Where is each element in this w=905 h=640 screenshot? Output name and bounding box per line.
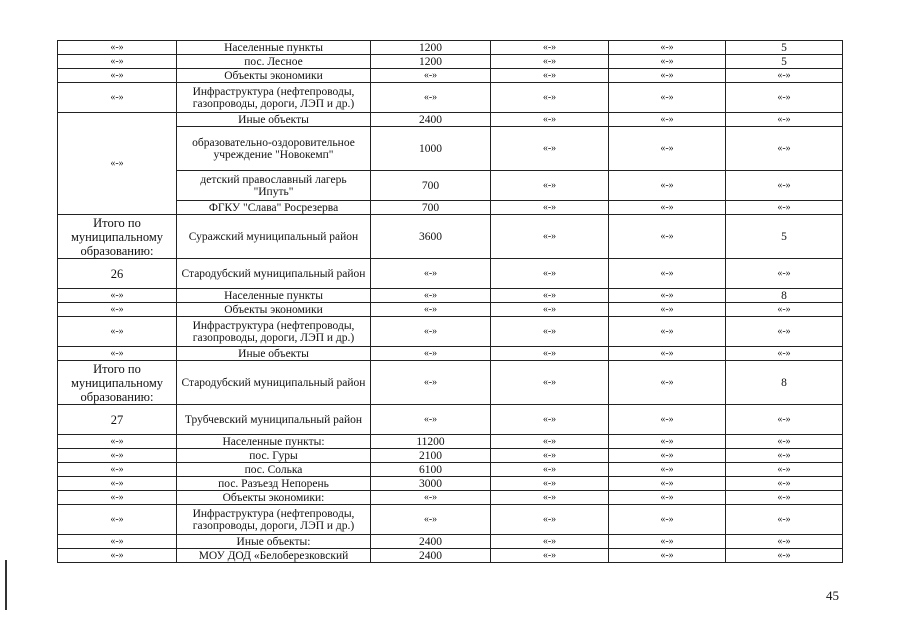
cell-value: «-» <box>371 491 491 505</box>
cell-value: 1200 <box>371 41 491 55</box>
cell-value: «-» <box>371 317 491 347</box>
cell-value: 2100 <box>371 449 491 463</box>
table-row <box>58 83 843 113</box>
cell-number: «-» <box>58 347 177 361</box>
cell-total-label: Итого по муниципальному образованию: <box>58 215 177 259</box>
cell-value: 5 <box>726 41 843 55</box>
cell-object: ФГКУ "Слава" Росрезерва <box>177 201 371 215</box>
cell-value: «-» <box>609 549 726 563</box>
cell-value: «-» <box>371 347 491 361</box>
data-table <box>57 40 843 563</box>
cell-value: «-» <box>726 171 843 201</box>
cell-value: «-» <box>609 405 726 435</box>
cell-object: Трубчевский муниципальный район <box>177 405 371 435</box>
cell-value: «-» <box>609 83 726 113</box>
cell-value: 8 <box>726 289 843 303</box>
cell-value: «-» <box>491 491 609 505</box>
cell-value: «-» <box>726 83 843 113</box>
cell-number: «-» <box>58 317 177 347</box>
cell-value: «-» <box>491 317 609 347</box>
cell-number: «-» <box>58 55 177 69</box>
cell-object: Инфраструктура (нефтепроводы, газопроводы, дороги, ЛЭП и др.) <box>177 505 371 535</box>
cell-value: «-» <box>609 535 726 549</box>
cell-value: «-» <box>491 405 609 435</box>
cell-value: «-» <box>491 55 609 69</box>
table-row <box>58 477 843 491</box>
cell-value: «-» <box>609 69 726 83</box>
table-row <box>58 435 843 449</box>
table-row <box>58 259 843 289</box>
cell-object: Иные объекты <box>177 113 371 127</box>
cell-value: «-» <box>491 347 609 361</box>
cell-value: «-» <box>726 477 843 491</box>
table-row <box>58 303 843 317</box>
cell-number-merged: «-» <box>58 113 177 215</box>
cell-value: «-» <box>609 201 726 215</box>
cell-value: «-» <box>491 259 609 289</box>
cell-value: 11200 <box>371 435 491 449</box>
cell-value: «-» <box>491 477 609 491</box>
cell-value: «-» <box>491 41 609 55</box>
cell-value: 700 <box>371 201 491 215</box>
cell-object: Населенные пункты <box>177 289 371 303</box>
cell-value: «-» <box>491 83 609 113</box>
table-row <box>58 491 843 505</box>
cell-value: 2400 <box>371 113 491 127</box>
table-row <box>58 449 843 463</box>
cell-number: «-» <box>58 435 177 449</box>
cell-value: «-» <box>609 505 726 535</box>
cell-value: «-» <box>491 289 609 303</box>
cell-object: Населенные пункты: <box>177 435 371 449</box>
cell-value: 6100 <box>371 463 491 477</box>
cell-value: «-» <box>609 463 726 477</box>
cell-number: «-» <box>58 463 177 477</box>
cell-number: «-» <box>58 549 177 563</box>
cell-object: Объекты экономики <box>177 303 371 317</box>
cell-object: Объекты экономики: <box>177 491 371 505</box>
cell-value: «-» <box>491 435 609 449</box>
cell-value: «-» <box>726 535 843 549</box>
cell-number: «-» <box>58 303 177 317</box>
cell-value: «-» <box>609 491 726 505</box>
cell-object: Инфраструктура (нефтепроводы, газопроводы, дороги, ЛЭП и др.) <box>177 317 371 347</box>
cell-object: Суражский муниципальный район <box>177 215 371 259</box>
cell-value: 1200 <box>371 55 491 69</box>
cell-number: «-» <box>58 41 177 55</box>
cell-object: образовательно-оздоровительное учреждение "Новокемп" <box>177 127 371 171</box>
table-row <box>58 289 843 303</box>
cell-object: МОУ ДОД «Белоберезковский <box>177 549 371 563</box>
table-row <box>58 317 843 347</box>
cell-value: «-» <box>609 171 726 201</box>
cell-value: «-» <box>609 449 726 463</box>
cell-number: 27 <box>58 405 177 435</box>
table-row <box>58 463 843 477</box>
cell-value: «-» <box>726 317 843 347</box>
cell-value: «-» <box>491 535 609 549</box>
cell-value: «-» <box>609 317 726 347</box>
cell-value: «-» <box>371 69 491 83</box>
cell-number: «-» <box>58 449 177 463</box>
cell-value: «-» <box>371 361 491 405</box>
table-row <box>58 405 843 435</box>
table-row <box>58 505 843 535</box>
cell-value: «-» <box>726 259 843 289</box>
cell-value: «-» <box>726 347 843 361</box>
cell-object: Иные объекты <box>177 347 371 361</box>
cell-number: «-» <box>58 69 177 83</box>
cell-value: «-» <box>491 201 609 215</box>
page-number: 45 <box>826 588 839 603</box>
cell-value: «-» <box>726 505 843 535</box>
cell-value: «-» <box>609 289 726 303</box>
cell-object: Объекты экономики <box>177 69 371 83</box>
cell-value: «-» <box>371 405 491 435</box>
cell-number: «-» <box>58 505 177 535</box>
cell-value: «-» <box>609 127 726 171</box>
cell-object: пос. Разъезд Непорень <box>177 477 371 491</box>
scan-margin-line <box>5 560 7 610</box>
cell-value: 5 <box>726 55 843 69</box>
cell-number: «-» <box>58 83 177 113</box>
cell-object: Иные объекты: <box>177 535 371 549</box>
cell-value: «-» <box>609 113 726 127</box>
cell-value: «-» <box>609 347 726 361</box>
cell-value: «-» <box>371 289 491 303</box>
cell-value: «-» <box>609 55 726 69</box>
cell-value: 700 <box>371 171 491 201</box>
cell-object: пос. Лесное <box>177 55 371 69</box>
cell-value: «-» <box>609 215 726 259</box>
cell-value: 8 <box>726 361 843 405</box>
table-row <box>58 69 843 83</box>
cell-number: «-» <box>58 491 177 505</box>
cell-value: «-» <box>371 259 491 289</box>
table-row <box>58 55 843 69</box>
cell-value: «-» <box>726 435 843 449</box>
cell-value: «-» <box>609 303 726 317</box>
cell-value: «-» <box>491 113 609 127</box>
cell-value: «-» <box>371 83 491 113</box>
cell-value: 2400 <box>371 549 491 563</box>
cell-value: «-» <box>491 361 609 405</box>
cell-value: «-» <box>491 303 609 317</box>
cell-value: «-» <box>726 449 843 463</box>
cell-value: «-» <box>491 463 609 477</box>
cell-value: «-» <box>609 41 726 55</box>
cell-value: «-» <box>491 549 609 563</box>
cell-value: 2400 <box>371 535 491 549</box>
cell-value: «-» <box>609 477 726 491</box>
cell-value: «-» <box>726 405 843 435</box>
cell-number: «-» <box>58 477 177 491</box>
cell-value: «-» <box>371 505 491 535</box>
table-row <box>58 113 843 127</box>
cell-object: Инфраструктура (нефтепроводы, газопроводы, дороги, ЛЭП и др.) <box>177 83 371 113</box>
cell-value: «-» <box>609 435 726 449</box>
cell-value: «-» <box>491 171 609 201</box>
cell-value: 3600 <box>371 215 491 259</box>
table-row <box>58 361 843 405</box>
cell-value: «-» <box>726 69 843 83</box>
cell-value: «-» <box>491 449 609 463</box>
table-row <box>58 215 843 259</box>
cell-value: «-» <box>491 215 609 259</box>
table-row <box>58 347 843 361</box>
cell-value: «-» <box>609 259 726 289</box>
cell-value: «-» <box>491 127 609 171</box>
cell-object: детский православный лагерь "Ипуть" <box>177 171 371 201</box>
cell-object: Стародубский муниципальный район <box>177 259 371 289</box>
cell-value: «-» <box>726 303 843 317</box>
cell-value: «-» <box>491 69 609 83</box>
cell-value: «-» <box>726 491 843 505</box>
cell-object: пос. Солька <box>177 463 371 477</box>
cell-value: «-» <box>726 463 843 477</box>
cell-value: 5 <box>726 215 843 259</box>
cell-number: «-» <box>58 289 177 303</box>
cell-value: «-» <box>726 113 843 127</box>
table-row <box>58 41 843 55</box>
cell-value: «-» <box>491 505 609 535</box>
cell-object: Стародубский муниципальный район <box>177 361 371 405</box>
cell-object: пос. Гуры <box>177 449 371 463</box>
cell-object: Населенные пункты <box>177 41 371 55</box>
cell-number: «-» <box>58 535 177 549</box>
table-row <box>58 535 843 549</box>
cell-total-label: Итого по муниципальному образованию: <box>58 361 177 405</box>
cell-value: «-» <box>726 549 843 563</box>
cell-value: «-» <box>371 303 491 317</box>
cell-value: «-» <box>609 361 726 405</box>
table-row <box>58 549 843 563</box>
cell-number: 26 <box>58 259 177 289</box>
cell-value: «-» <box>726 201 843 215</box>
cell-value: 3000 <box>371 477 491 491</box>
cell-value: «-» <box>726 127 843 171</box>
cell-value: 1000 <box>371 127 491 171</box>
